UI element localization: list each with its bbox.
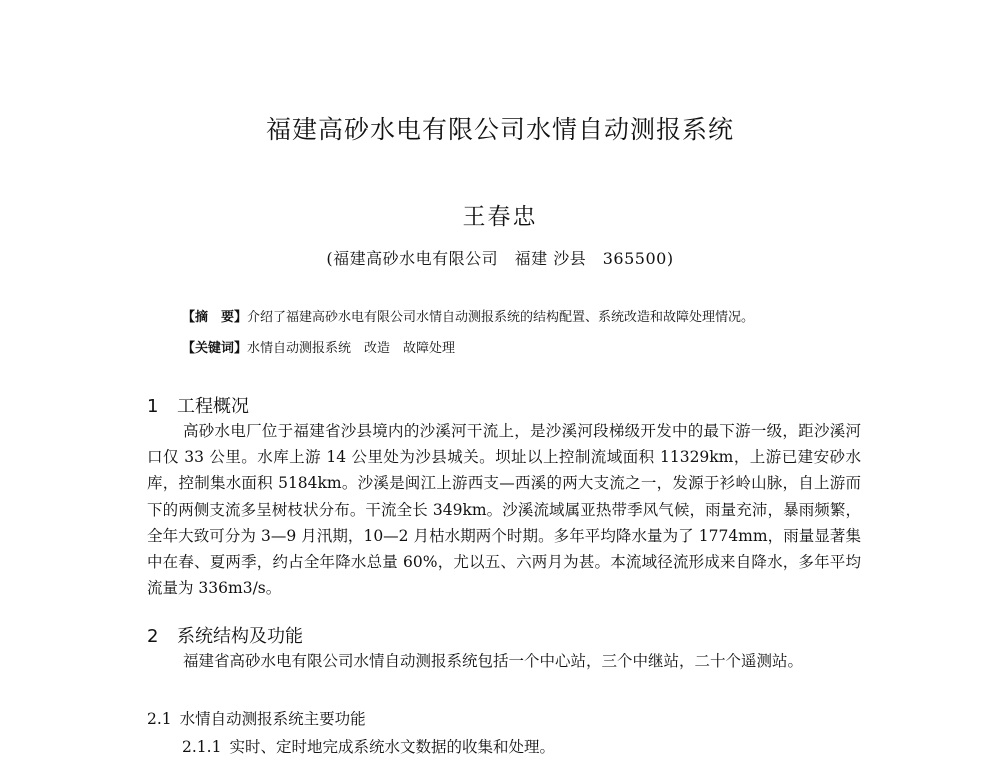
paper-title: 福建高砂水电有限公司水情自动测报系统	[265, 115, 734, 144]
author-name: 王春忠	[462, 204, 538, 230]
abstract	[182, 306, 754, 325]
section-heading-2	[147, 622, 303, 648]
section-title: 系统结构及功能	[177, 626, 303, 647]
section-2-paragraph: 福建省高砂水电有限公司水情自动测报系统包括一个中心站，三个中继站，二十个遥测站。	[183, 652, 804, 670]
abstract-text: 介绍了福建高砂水电有限公司水情自动测报系统的结构配置、系统改造和故障处理情况。	[247, 310, 755, 325]
subsection-title: 实时、定时地完成系统水文数据的收集和处理。	[229, 738, 555, 756]
section-number: 2	[147, 626, 159, 647]
subsection-title: 水情自动测报系统主要功能	[179, 710, 366, 728]
subsection-heading	[147, 707, 366, 729]
subsubsection-item	[182, 735, 555, 757]
abstract-label: 【摘 要】	[182, 310, 248, 325]
keywords	[182, 337, 455, 356]
section-heading-1	[147, 392, 249, 418]
section-title: 工程概况	[177, 396, 249, 417]
subsection-number: 2.1.1	[182, 738, 222, 756]
section-number: 1	[147, 396, 159, 417]
author-affiliation: (福建高砂水电有限公司 福建 沙县 365500)	[326, 249, 674, 268]
section-1-paragraph: 高砂水电厂位于福建省沙县境内的沙溪河干流上，是沙溪河段梯级开发中的最下游一级，距沙溪河口仅 33 公里。水库上游 14 公里处为沙县城关。坝址以上控制流域面积 11329km，上游已建安砂水库，控制集水面积 5184km。沙溪是闽江上游西支—西溪的两大支流之一，发源于衫岭山脉，自上游而下的两侧支流多呈树枝状分布。干流全长 349km。沙溪流域属亚热带季风气候，雨量充沛，暴雨频繁，全年大致可分为 3—9 月汛期，10—2 月枯水期两个时期。多年平均降水量为了 1774mm，雨量显著集中在春、夏两季，约占全年降水总量 60%，尤以五、六两月为甚。本流域径流形成来自降水，多年平均流量为 336m3/s。	[147, 422, 861, 598]
subsection-number: 2.1	[147, 710, 172, 728]
keywords-label: 【关键词】	[182, 341, 248, 356]
keywords-text: 水情自动测报系统 改造 故障处理	[247, 341, 456, 356]
